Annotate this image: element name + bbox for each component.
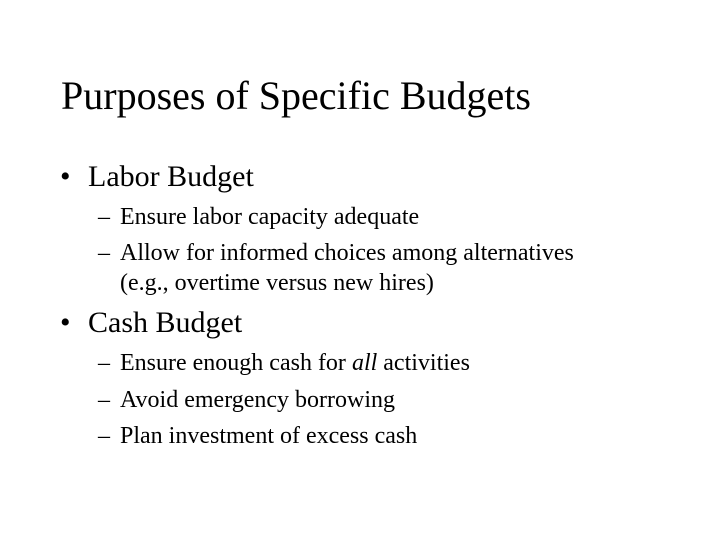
slide-title: Purposes of Specific Budgets xyxy=(61,73,531,118)
dash-icon: – xyxy=(98,350,110,376)
dash-icon: – xyxy=(98,240,110,266)
bullet-heading: Labor Budget xyxy=(88,160,254,193)
bullet-icon: • xyxy=(60,306,71,339)
sub-bullet-text: Avoid emergency borrowing xyxy=(120,387,396,413)
dash-icon: – xyxy=(98,204,110,230)
dash-icon: – xyxy=(98,423,110,449)
bullet-heading: Cash Budget xyxy=(88,306,243,339)
sub-bullet-text: Ensure labor capacity adequate xyxy=(120,204,420,230)
sub-bullet-text: Plan investment of excess cash xyxy=(120,423,418,449)
sub-bullet-text: Allow for informed choices among alternatives xyxy=(120,240,574,266)
sub-bullet-text xyxy=(120,348,470,378)
bullet-icon: • xyxy=(60,160,71,193)
dash-icon: – xyxy=(98,387,110,413)
text-run: Ensure enough cash for xyxy=(120,350,352,376)
emphasis-text: all xyxy=(351,350,378,376)
text-run: activities xyxy=(377,350,470,376)
sub-bullet-text-continued: (e.g., overtime versus new hires) xyxy=(120,270,434,296)
